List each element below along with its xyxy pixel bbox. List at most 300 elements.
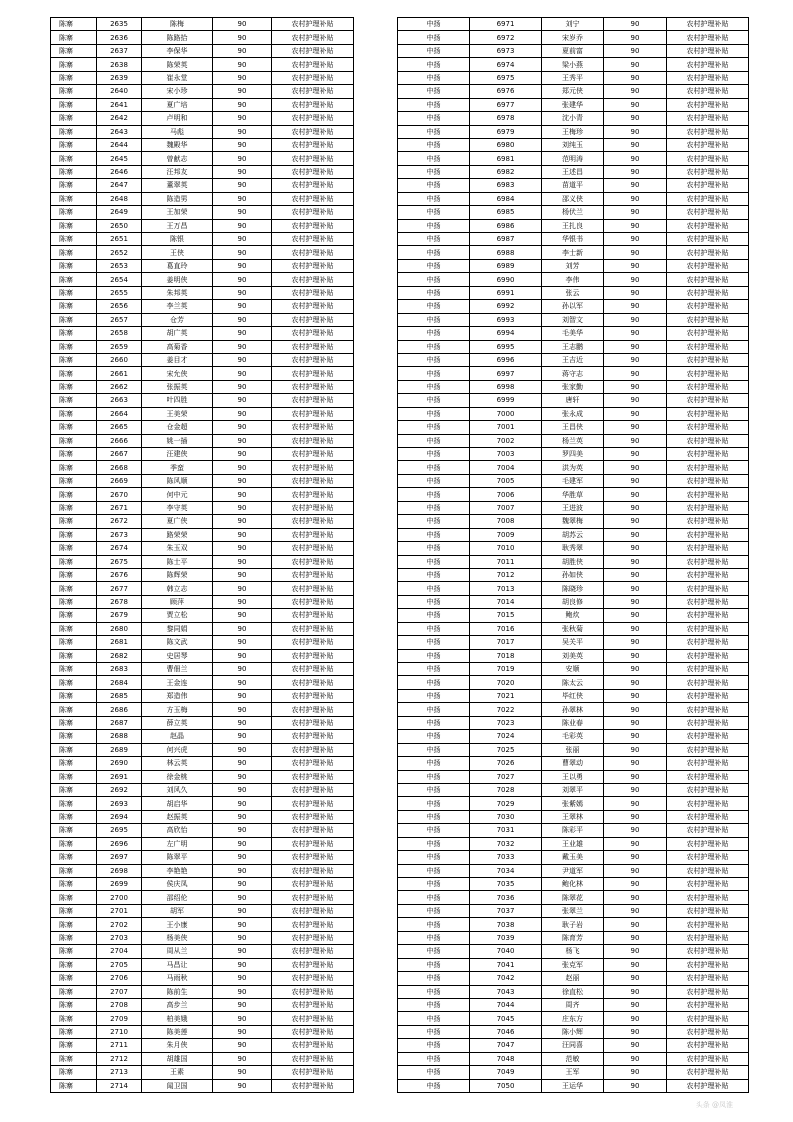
person-name-cell: 王业雄 [542,837,604,850]
village-cell: 中扬 [398,582,470,595]
subsidy-type-cell: 农村护理补贴 [272,1079,354,1092]
subsidy-type-cell: 农村护理补贴 [272,273,354,286]
table-row [51,649,354,662]
amount-cell: 90 [604,582,667,595]
serial-number-cell: 2656 [97,300,142,313]
person-name-cell: 高欣怡 [142,824,213,837]
subsidy-type-cell: 农村护理补贴 [667,192,749,205]
person-name-cell: 毛彩英 [542,730,604,743]
subsidy-type-cell: 农村护理补贴 [272,327,354,340]
serial-number-cell: 2666 [97,434,142,447]
amount-cell: 90 [213,501,272,514]
subsidy-type-cell: 农村护理补贴 [667,797,749,810]
serial-number-cell: 2700 [97,891,142,904]
subsidy-type-cell: 农村护理补贴 [272,582,354,595]
person-name-cell: 王秀平 [542,71,604,84]
village-cell: 陈寨 [51,998,97,1011]
amount-cell: 90 [213,582,272,595]
village-cell: 陈寨 [51,555,97,568]
amount-cell: 90 [604,125,667,138]
table-row [398,878,749,891]
person-name-cell: 叶四胜 [142,394,213,407]
village-cell: 中扬 [398,448,470,461]
table-row [51,246,354,259]
person-name-cell: 朱邦英 [142,286,213,299]
serial-number-cell: 7044 [470,998,542,1011]
person-name-cell: 朱月侠 [142,1039,213,1052]
amount-cell: 90 [213,663,272,676]
subsidy-type-cell: 农村护理补贴 [272,595,354,608]
person-name-cell: 吴关平 [542,636,604,649]
table-row [398,945,749,958]
person-name-cell: 赵丽 [542,972,604,985]
village-cell: 陈寨 [51,179,97,192]
person-name-cell: 华胜草 [542,488,604,501]
table-row [398,931,749,944]
table-row [51,71,354,84]
subsidy-type-cell: 农村护理补贴 [667,542,749,555]
serial-number-cell: 2682 [97,649,142,662]
serial-number-cell: 6996 [470,353,542,366]
person-name-cell: 陈路拾 [142,31,213,44]
village-cell: 陈寨 [51,259,97,272]
subsidy-type-cell: 农村护理补贴 [272,367,354,380]
serial-number-cell: 6979 [470,125,542,138]
person-name-cell: 梁小燕 [542,58,604,71]
subsidy-type-cell: 农村护理补贴 [667,98,749,111]
subsidy-type-cell: 农村护理补贴 [272,112,354,125]
village-cell: 中扬 [398,810,470,823]
serial-number-cell: 7014 [470,595,542,608]
person-name-cell: 王以勇 [542,770,604,783]
amount-cell: 90 [213,138,272,151]
serial-number-cell: 7032 [470,837,542,850]
amount-cell: 90 [604,757,667,770]
amount-cell: 90 [604,663,667,676]
village-cell: 中扬 [398,71,470,84]
serial-number-cell: 2658 [97,327,142,340]
subsidy-type-cell: 农村护理补贴 [667,609,749,622]
serial-number-cell: 2711 [97,1039,142,1052]
table-row [51,703,354,716]
table-row [51,138,354,151]
person-name-cell: 汪邦友 [142,165,213,178]
table-row [51,233,354,246]
table-row [51,663,354,676]
serial-number-cell: 2638 [97,58,142,71]
village-cell: 陈寨 [51,649,97,662]
subsidy-type-cell: 农村护理补贴 [272,743,354,756]
village-cell: 中扬 [398,770,470,783]
amount-cell: 90 [213,327,272,340]
subsidy-type-cell: 农村护理补贴 [667,206,749,219]
serial-number-cell: 6998 [470,380,542,393]
table-row [51,448,354,461]
subsidy-type-cell: 农村护理补贴 [272,757,354,770]
subsidy-type-cell: 农村护理补贴 [667,582,749,595]
person-name-cell: 孙以军 [542,300,604,313]
table-row [398,1079,749,1092]
person-name-cell: 郑元侠 [542,85,604,98]
village-cell: 中扬 [398,568,470,581]
watermark: 头条 @凤淮 [695,1101,733,1109]
subsidy-type-cell: 农村护理补贴 [272,985,354,998]
person-name-cell: 夏广培 [142,98,213,111]
amount-cell: 90 [213,649,272,662]
amount-cell: 90 [604,1066,667,1079]
village-cell: 陈寨 [51,703,97,716]
village-cell: 陈寨 [51,528,97,541]
table-row [398,810,749,823]
serial-number-cell: 6991 [470,286,542,299]
subsidy-type-cell: 农村护理补贴 [272,1025,354,1038]
serial-number-cell: 6972 [470,31,542,44]
village-cell: 陈寨 [51,286,97,299]
village-cell: 陈寨 [51,515,97,528]
amount-cell: 90 [604,595,667,608]
subsidy-type-cell: 农村护理补贴 [667,233,749,246]
left-table-body [51,18,354,1093]
person-name-cell: 耿子岩 [542,918,604,931]
amount-cell: 90 [604,730,667,743]
person-name-cell: 仓金超 [142,421,213,434]
village-cell: 陈寨 [51,206,97,219]
amount-cell: 90 [213,864,272,877]
amount-cell: 90 [604,891,667,904]
village-cell: 陈寨 [51,192,97,205]
table-row [398,273,749,286]
subsidy-type-cell: 农村护理补贴 [667,568,749,581]
subsidy-type-cell: 农村护理补贴 [272,810,354,823]
person-name-cell: 柏美娥 [142,1012,213,1025]
amount-cell: 90 [213,313,272,326]
table-row [51,810,354,823]
subsidy-type-cell: 农村护理补贴 [667,918,749,931]
subsidy-type-cell: 农村护理补贴 [272,864,354,877]
person-name-cell: 路荣荣 [142,528,213,541]
village-cell: 中扬 [398,555,470,568]
amount-cell: 90 [604,878,667,891]
serial-number-cell: 7021 [470,689,542,702]
table-row [398,380,749,393]
table-row [398,206,749,219]
subsidy-type-cell: 农村护理补贴 [272,421,354,434]
table-row [398,891,749,904]
subsidy-type-cell: 农村护理补贴 [272,380,354,393]
table-row [398,407,749,420]
person-name-cell: 高步兰 [142,998,213,1011]
person-name-cell: 刘智文 [542,313,604,326]
amount-cell: 90 [604,689,667,702]
table-row [51,743,354,756]
person-name-cell: 林云英 [142,757,213,770]
village-cell: 陈寨 [51,71,97,84]
amount-cell: 90 [604,958,667,971]
village-cell: 中扬 [398,246,470,259]
village-cell: 陈寨 [51,488,97,501]
serial-number-cell: 2639 [97,71,142,84]
serial-number-cell: 2702 [97,918,142,931]
person-name-cell: 胡胜侠 [542,555,604,568]
table-row [398,958,749,971]
amount-cell: 90 [604,824,667,837]
amount-cell: 90 [213,851,272,864]
person-name-cell: 闻卫国 [142,1079,213,1092]
table-row [398,434,749,447]
serial-number-cell: 2710 [97,1025,142,1038]
amount-cell: 90 [213,448,272,461]
amount-cell: 90 [604,864,667,877]
person-name-cell: 王素 [142,1066,213,1079]
subsidy-type-cell: 农村护理补贴 [667,595,749,608]
village-cell: 陈寨 [51,878,97,891]
person-name-cell: 杨伏兰 [542,206,604,219]
table-row [51,757,354,770]
person-name-cell: 李伟 [542,273,604,286]
serial-number-cell: 7045 [470,1012,542,1025]
subsidy-type-cell: 农村护理补贴 [272,958,354,971]
village-cell: 陈寨 [51,300,97,313]
table-row [398,31,749,44]
amount-cell: 90 [604,327,667,340]
amount-cell: 90 [213,71,272,84]
person-name-cell: 王万昌 [142,219,213,232]
serial-number-cell: 7029 [470,797,542,810]
serial-number-cell: 2683 [97,663,142,676]
serial-number-cell: 7002 [470,434,542,447]
subsidy-type-cell: 农村护理补贴 [667,945,749,958]
table-row [398,179,749,192]
subsidy-type-cell: 农村护理补贴 [272,501,354,514]
village-cell: 陈寨 [51,1052,97,1065]
subsidy-type-cell: 农村护理补贴 [272,434,354,447]
subsidy-type-cell: 农村护理补贴 [667,407,749,420]
subsidy-type-cell: 农村护理补贴 [272,663,354,676]
table-row [51,327,354,340]
right-subsidy-table [397,17,749,1093]
person-name-cell: 陈小辉 [542,1025,604,1038]
serial-number-cell: 6981 [470,152,542,165]
serial-number-cell: 2645 [97,152,142,165]
village-cell: 陈寨 [51,810,97,823]
subsidy-type-cell: 农村护理补贴 [272,851,354,864]
serial-number-cell: 2642 [97,112,142,125]
table-row [398,327,749,340]
person-name-cell: 王扎良 [542,219,604,232]
table-row [51,1079,354,1092]
person-name-cell: 侯庆凤 [142,878,213,891]
subsidy-type-cell: 农村护理补贴 [667,448,749,461]
subsidy-type-cell: 农村护理补贴 [272,1066,354,1079]
village-cell: 陈寨 [51,945,97,958]
amount-cell: 90 [604,300,667,313]
subsidy-type-cell: 农村护理补贴 [667,421,749,434]
subsidy-type-cell: 农村护理补贴 [667,1066,749,1079]
person-name-cell: 夏广侠 [142,515,213,528]
amount-cell: 90 [213,528,272,541]
amount-cell: 90 [213,1039,272,1052]
serial-number-cell: 2701 [97,904,142,917]
person-name-cell: 左广明 [142,837,213,850]
village-cell: 中扬 [398,891,470,904]
table-row [51,31,354,44]
subsidy-type-cell: 农村护理补贴 [272,945,354,958]
village-cell: 中扬 [398,676,470,689]
person-name-cell: 刘宁 [542,18,604,31]
serial-number-cell: 2661 [97,367,142,380]
subsidy-type-cell: 农村护理补贴 [667,85,749,98]
table-row [398,998,749,1011]
person-name-cell: 王美荣 [142,407,213,420]
amount-cell: 90 [213,367,272,380]
subsidy-type-cell: 农村护理补贴 [667,528,749,541]
person-name-cell: 张振英 [142,380,213,393]
amount-cell: 90 [604,1079,667,1092]
village-cell: 中扬 [398,622,470,635]
village-cell: 中扬 [398,515,470,528]
subsidy-type-cell: 农村护理补贴 [667,434,749,447]
person-name-cell: 毛美华 [542,327,604,340]
village-cell: 中扬 [398,394,470,407]
serial-number-cell: 7033 [470,851,542,864]
table-row [398,770,749,783]
person-name-cell: 卢明和 [142,112,213,125]
subsidy-type-cell: 农村护理补贴 [272,1039,354,1052]
village-cell: 中扬 [398,380,470,393]
person-name-cell: 安顺 [542,663,604,676]
person-name-cell: 马彪 [142,125,213,138]
serial-number-cell: 6993 [470,313,542,326]
village-cell: 中扬 [398,864,470,877]
serial-number-cell: 2677 [97,582,142,595]
amount-cell: 90 [213,542,272,555]
person-name-cell: 董翠英 [142,179,213,192]
serial-number-cell: 7009 [470,528,542,541]
amount-cell: 90 [604,636,667,649]
amount-cell: 90 [213,998,272,1011]
village-cell: 陈寨 [51,972,97,985]
village-cell: 中扬 [398,179,470,192]
village-cell: 中扬 [398,421,470,434]
serial-number-cell: 7036 [470,891,542,904]
serial-number-cell: 2635 [97,18,142,31]
amount-cell: 90 [604,1025,667,1038]
serial-number-cell: 6977 [470,98,542,111]
serial-number-cell: 6975 [470,71,542,84]
serial-number-cell: 2669 [97,474,142,487]
subsidy-type-cell: 农村护理补贴 [272,300,354,313]
person-name-cell: 李兰英 [142,300,213,313]
table-row [51,985,354,998]
village-cell: 陈寨 [51,501,97,514]
serial-number-cell: 2705 [97,958,142,971]
table-row [398,313,749,326]
person-name-cell: 曹佃兰 [142,663,213,676]
village-cell: 中扬 [398,31,470,44]
amount-cell: 90 [213,300,272,313]
serial-number-cell: 2671 [97,501,142,514]
subsidy-type-cell: 农村护理补贴 [272,165,354,178]
table-row [398,1039,749,1052]
subsidy-type-cell: 农村护理补贴 [667,1039,749,1052]
person-name-cell: 贾立松 [142,609,213,622]
serial-number-cell: 2691 [97,770,142,783]
table-row [398,501,749,514]
amount-cell: 90 [604,18,667,31]
table-row [51,609,354,622]
village-cell: 中扬 [398,878,470,891]
village-cell: 陈寨 [51,595,97,608]
person-name-cell: 朱玉双 [142,542,213,555]
serial-number-cell: 2670 [97,488,142,501]
person-name-cell: 刘风久 [142,783,213,796]
subsidy-type-cell: 农村护理补贴 [272,138,354,151]
village-cell: 陈寨 [51,85,97,98]
table-row [51,407,354,420]
serial-number-cell: 2679 [97,609,142,622]
serial-number-cell: 2648 [97,192,142,205]
table-row [51,515,354,528]
table-row [398,71,749,84]
subsidy-type-cell: 农村护理补贴 [667,353,749,366]
subsidy-type-cell: 农村护理补贴 [272,233,354,246]
table-row [398,367,749,380]
table-row [398,219,749,232]
person-name-cell: 刘翠平 [542,783,604,796]
subsidy-type-cell: 农村护理补贴 [272,340,354,353]
village-cell: 陈寨 [51,327,97,340]
person-name-cell: 陈彩平 [542,824,604,837]
amount-cell: 90 [213,904,272,917]
village-cell: 陈寨 [51,757,97,770]
table-row [398,461,749,474]
serial-number-cell: 7013 [470,582,542,595]
person-name-cell: 王加荣 [142,206,213,219]
subsidy-type-cell: 农村护理补贴 [667,837,749,850]
subsidy-type-cell: 农村护理补贴 [667,891,749,904]
village-cell: 中扬 [398,488,470,501]
table-row [398,716,749,729]
amount-cell: 90 [604,259,667,272]
person-name-cell: 胡良修 [542,595,604,608]
village-cell: 陈寨 [51,904,97,917]
person-name-cell: 陈梅 [142,18,213,31]
table-row [398,663,749,676]
table-row [51,461,354,474]
subsidy-type-cell: 农村护理补贴 [272,474,354,487]
serial-number-cell: 2657 [97,313,142,326]
table-row [398,783,749,796]
village-cell: 中扬 [398,233,470,246]
table-row [51,125,354,138]
serial-number-cell: 7010 [470,542,542,555]
serial-number-cell: 7028 [470,783,542,796]
serial-number-cell: 6973 [470,44,542,57]
serial-number-cell: 6971 [470,18,542,31]
village-cell: 中扬 [398,1039,470,1052]
table-row [398,1025,749,1038]
village-cell: 陈寨 [51,58,97,71]
subsidy-type-cell: 农村护理补贴 [272,515,354,528]
person-name-cell: 范敏 [542,1052,604,1065]
person-name-cell: 张云 [542,286,604,299]
village-cell: 陈寨 [51,233,97,246]
subsidy-type-cell: 农村护理补贴 [272,98,354,111]
person-name-cell: 洪为英 [542,461,604,474]
village-cell: 陈寨 [51,474,97,487]
table-row [398,85,749,98]
serial-number-cell: 7000 [470,407,542,420]
